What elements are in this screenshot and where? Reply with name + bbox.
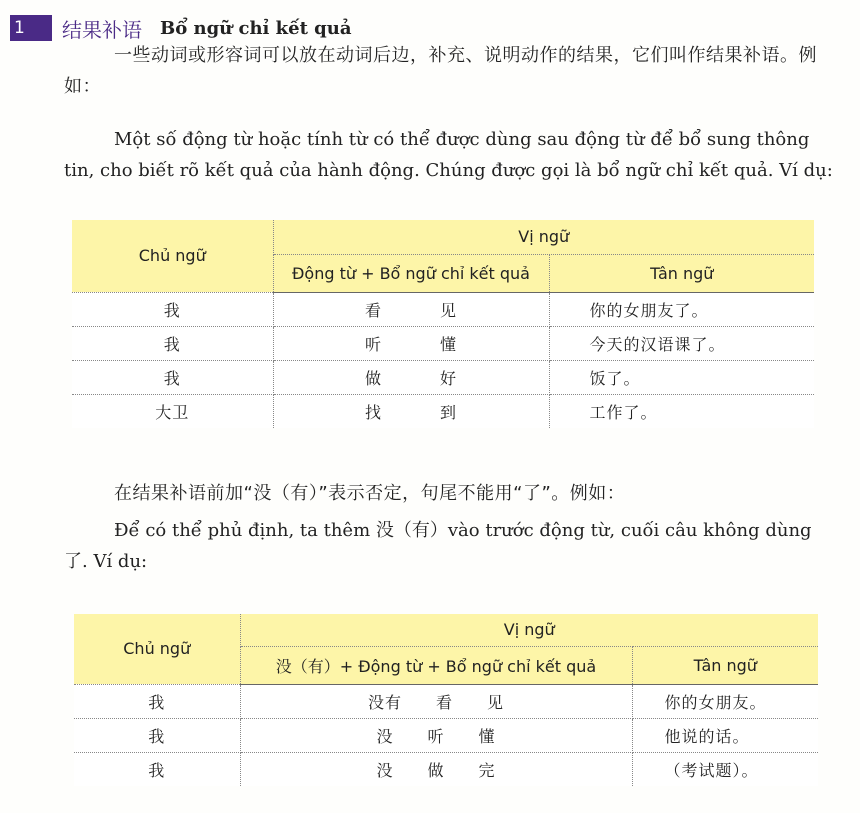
table-row — [74, 684, 818, 718]
negation-word: 没 — [376, 760, 394, 780]
neg-verb-complement-cell — [240, 684, 632, 718]
section-title-cn: 结果补语 — [62, 17, 142, 42]
object-cell: 你的女朋友。 — [632, 684, 818, 718]
subject-cell: 我 — [74, 684, 240, 718]
complement: 见 — [440, 300, 458, 320]
subject-cell: 我 — [74, 718, 240, 752]
verb-complement-cell — [273, 326, 549, 360]
subject-cell: 大卫 — [72, 394, 273, 428]
verb: 做 — [427, 760, 445, 780]
header-subject: Chủ ngữ — [72, 220, 273, 292]
table-row — [74, 752, 818, 786]
table-row — [72, 360, 814, 394]
header-object: Tân ngữ — [549, 254, 814, 292]
subject-cell: 我 — [72, 326, 273, 360]
header-verb-complement: Động từ + Bổ ngữ chỉ kết quả — [273, 254, 549, 292]
verb-complement-cell — [273, 394, 549, 428]
header-neg-verb-complement: 没（有）+ Động từ + Bổ ngữ chỉ kết quả — [240, 646, 632, 684]
complement: 好 — [440, 368, 458, 388]
verb-complement-cell — [273, 292, 549, 326]
complement: 完 — [478, 760, 496, 780]
complement: 懂 — [440, 334, 458, 354]
table-row — [72, 292, 814, 326]
header-subject: Chủ ngữ — [74, 614, 240, 684]
verb: 找 — [364, 402, 382, 422]
object-cell: 他说的话。 — [632, 718, 818, 752]
table-row — [74, 718, 818, 752]
verb: 看 — [435, 692, 453, 712]
object-cell: 饭了。 — [549, 360, 814, 394]
verb-complement-cell — [273, 360, 549, 394]
intro-vi: Một số động từ hoặc tính từ có thể được dùng sau động từ để bổ sung thông tin, cho biết rõ kết quả của hành động. Chúng được gọi là bổ ngữ chỉ kết quả. Ví dụ: — [64, 129, 833, 181]
subject-cell: 我 — [74, 752, 240, 786]
section-heading — [10, 13, 352, 43]
negation-word: 没有 — [367, 692, 402, 712]
negation-table — [74, 614, 818, 786]
subject-cell: 我 — [72, 292, 273, 326]
object-cell: （考试题）。 — [664, 760, 759, 780]
negation-word: 没 — [376, 726, 394, 746]
object-cell: 今天的汉语课了。 — [549, 326, 814, 360]
verb: 看 — [364, 300, 382, 320]
section-number-badge: 1 — [10, 15, 52, 41]
header-object: Tân ngữ — [632, 646, 818, 684]
subject-cell: 我 — [72, 360, 273, 394]
verb: 做 — [364, 368, 382, 388]
table-row — [72, 394, 814, 428]
negation-cn: 在结果补语前加“没（有）”表示否定，句尾不能用“了”。例如： — [114, 483, 626, 504]
object-cell: 工作了。 — [589, 402, 658, 422]
result-complement-table — [72, 220, 814, 428]
object-cell: 你的女朋友了。 — [549, 292, 814, 326]
section-title-vi: Bổ ngữ chỉ kết quả — [160, 17, 352, 39]
neg-verb-complement-cell — [240, 752, 632, 786]
negation-vi: Để có thể phủ định, ta thêm 没（有）vào trước động từ, cuối câu không dùng 了. Ví dụ: — [64, 520, 812, 572]
verb: 听 — [427, 726, 445, 746]
neg-verb-complement-cell — [240, 718, 632, 752]
header-predicate: Vị ngữ — [240, 614, 818, 646]
header-predicate: Vị ngữ — [273, 220, 814, 254]
verb: 听 — [364, 334, 382, 354]
table-row — [72, 326, 814, 360]
complement: 见 — [487, 692, 505, 712]
complement: 懂 — [478, 726, 496, 746]
complement: 到 — [440, 402, 458, 422]
intro-cn: 一些动词或形容词可以放在动词后边，补充、说明动作的结果，它们叫作结果补语。例如： — [64, 45, 817, 97]
